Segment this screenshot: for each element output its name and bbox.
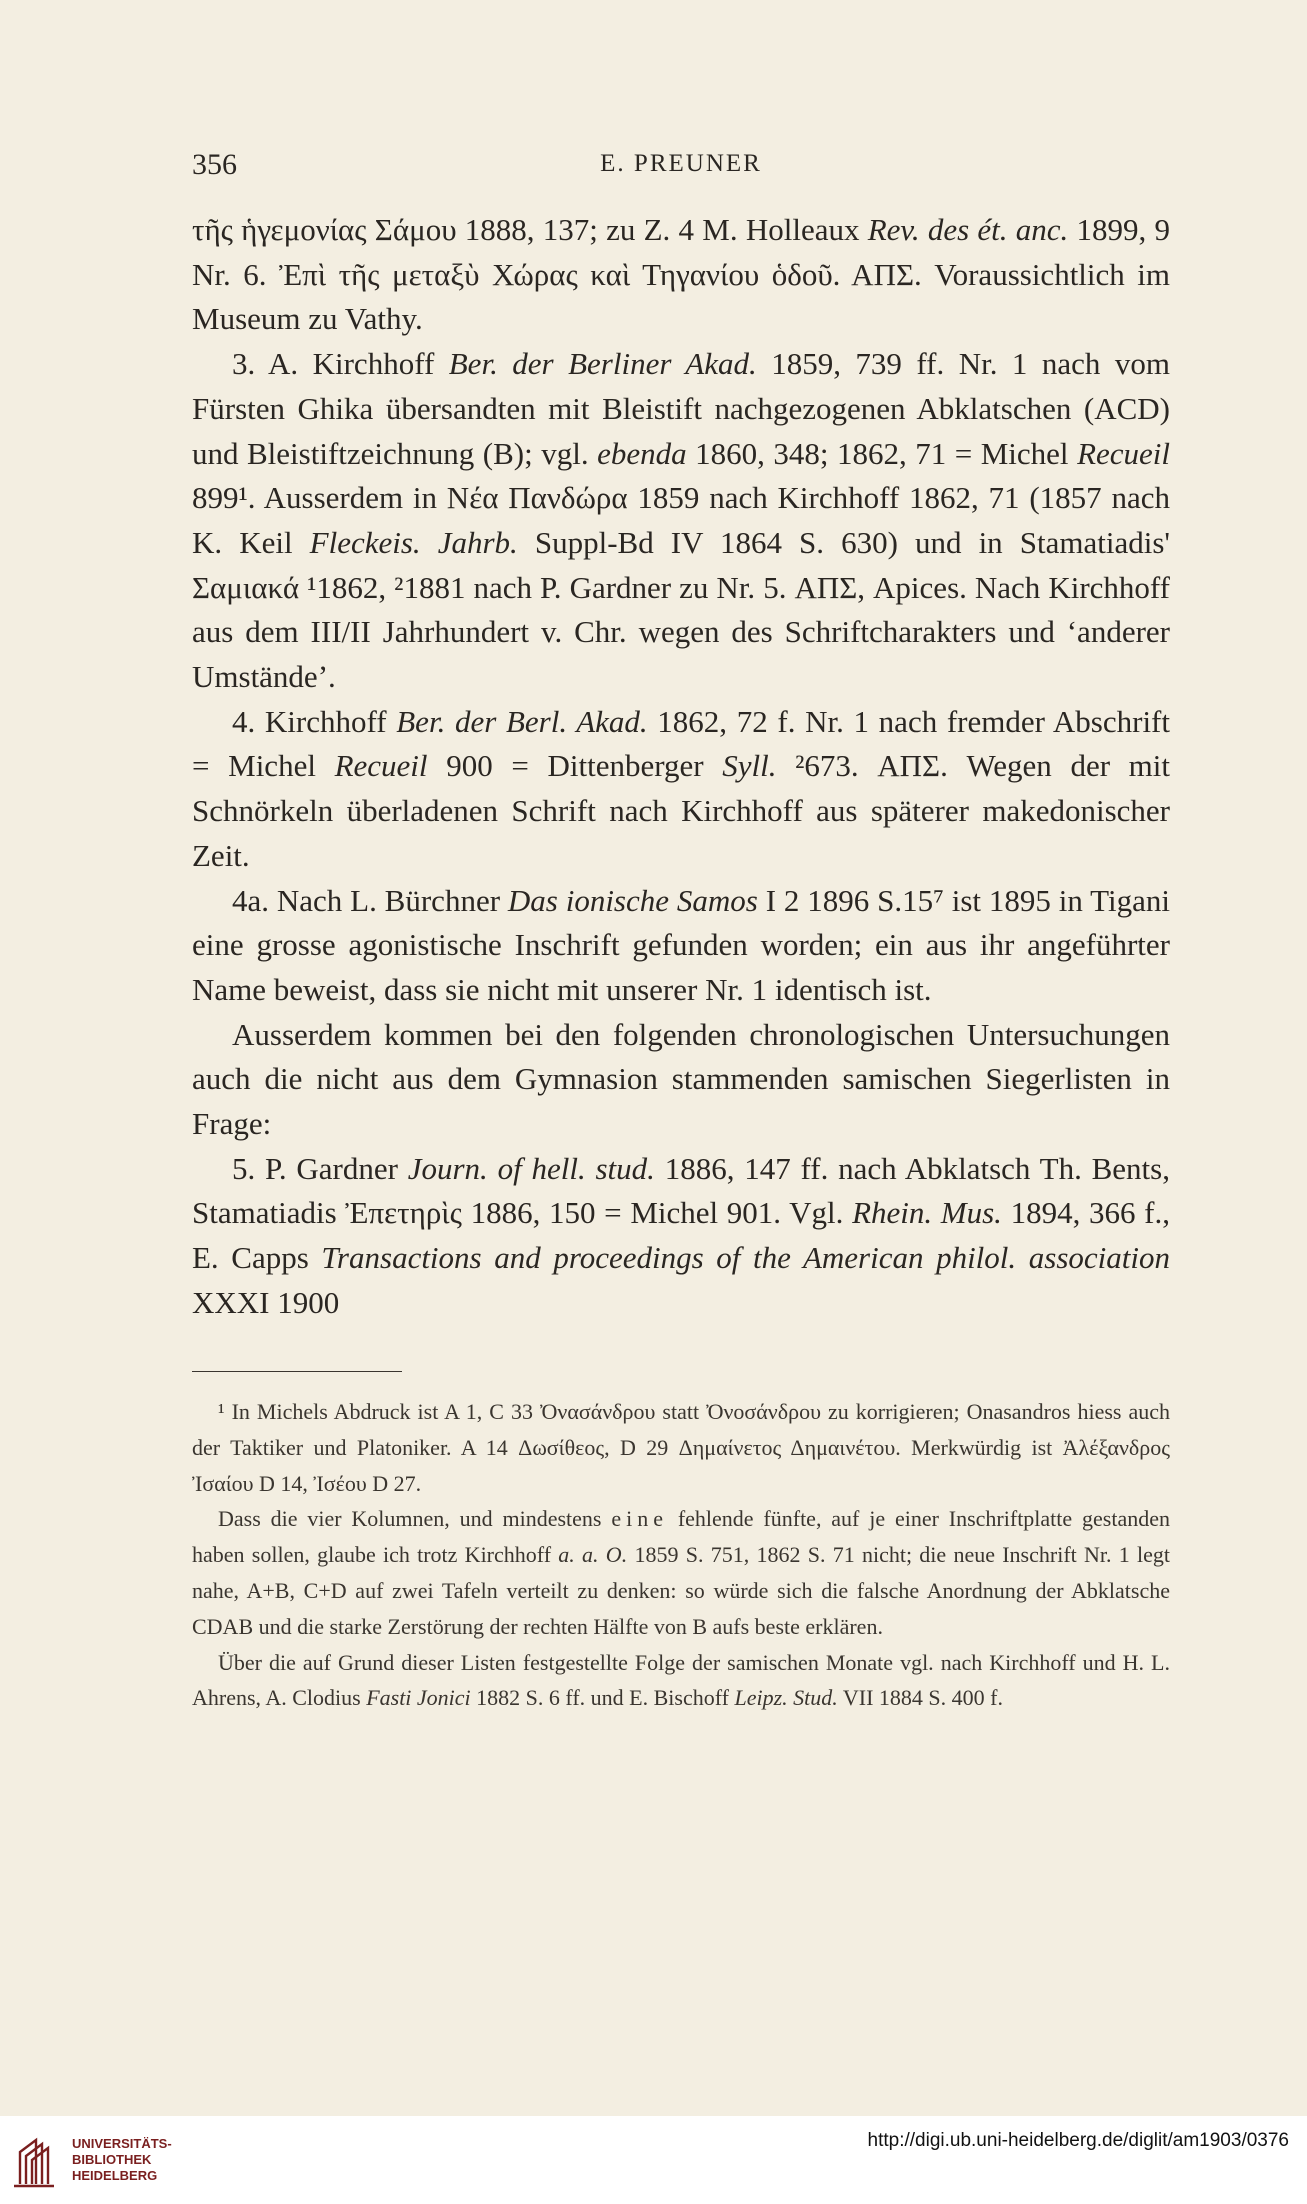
text-span: 1899, 9 Nr. 6. Ἐπὶ τῆς μεταξὺ Χώρας καὶ Τηγανίου ὁδοῦ. ΑΠΣ. Voraussichtlich im Museum zu Vathy. xyxy=(192,212,1171,337)
citation-title: Rhein. Mus. xyxy=(852,1195,1002,1231)
paragraph-5: Ausserdem kommen bei den folgenden chronologischen Untersuchungen auch die nicht aus dem Gymnasion stammenden samischen Siegerlisten in Frage: xyxy=(192,1016,1170,1142)
text-span: τῆς ἡγεμονίας Σάμου 1888, 137; zu Z. 4 M. Holleaux xyxy=(192,212,868,247)
footnote-2 xyxy=(192,1501,1170,1644)
citation-title: ebenda xyxy=(597,435,687,471)
citation-title: Recueil xyxy=(1077,435,1171,471)
page-number: 356 xyxy=(192,148,237,181)
text-span: 1862, 72 f. Nr. 1 nach fremder Abschrift = Michel xyxy=(192,703,1170,784)
running-head: E. PREUNER xyxy=(600,150,762,177)
paragraph-3 xyxy=(192,700,1170,879)
text-span: 1859 S. 751, 1862 S. 71 nicht; die neue Inschrift Nr. 1 legt nahe, A+B, C+D auf zwei Tafeln verteilt zu denken: so würde sich die falsche Anordnung der Abklatsche CDAB und die starke Zerstörung der rechten Hälfte von B aufs beste erklären. xyxy=(192,1542,1171,1639)
citation-title: Transactions and proceedings of the American philol. association xyxy=(321,1240,1170,1276)
footnote-3 xyxy=(192,1645,1170,1717)
citation-title: Leipz. Stud. xyxy=(734,1685,838,1711)
citation-title: Ber. der Berl. Akad. xyxy=(396,703,648,739)
page-header xyxy=(192,148,1170,188)
citation-title: a. a. O. xyxy=(558,1542,628,1568)
citation-title: Fleckeis. Jahrb. xyxy=(309,524,518,560)
text-span: 900 = Dittenberger xyxy=(427,748,723,784)
library-logo-text xyxy=(72,2136,172,2184)
text-span: 3. A. Kirchhoff xyxy=(232,346,449,382)
footnote-1: ¹ In Michels Abdruck ist A 1, C 33 Ὀνασάνδρου statt Ὀνοσάνδρου zu korrigieren; Onasandros hiess auch der Taktiker und Platoniker. A 14 Δωσίθεος, D 29 Δημαίνετος Δημαινέτου. Merkwürdig ist Ἀλέξανδρος Ἰσαίου D 14, Ἰσέου D 27. xyxy=(192,1399,1170,1496)
logo-line: BIBLIOTHEK xyxy=(72,2152,152,2167)
citation-title: Fasti Jonici xyxy=(366,1685,471,1711)
text-span: VII 1884 S. 400 f. xyxy=(837,1685,1003,1711)
citation-title: Syll. xyxy=(722,748,777,784)
text-span: I 2 1896 S.15⁷ ist 1895 in Tigani eine grosse agonistische Inschrift gefunden worden; ein aus ihr angeführter Name beweist, dass sie nicht mit unserer Nr. 1 identisch ist. xyxy=(192,882,1170,1007)
text-span: 1894, 366 f., E. Capps xyxy=(192,1195,1170,1276)
text-span: ²673. ΑΠΣ. Wegen der mit Schnörkeln überladenen Schrift nach Kirchhoff aus späterer makedonischer Zeit. xyxy=(192,748,1171,873)
citation-title: Rev. des ét. anc. xyxy=(867,212,1069,247)
text-span: 1886, 147 ff. nach Abklatsch Th. Bents, Stamatiadis Ἐπετηρὶς 1886, 150 = Michel 901. Vgl. xyxy=(192,1150,1170,1231)
text-span: XXXI 1900 xyxy=(192,1284,340,1320)
footnotes xyxy=(192,1394,1170,1716)
library-logo[interactable] xyxy=(12,2124,192,2196)
text-span: 5. P. Gardner xyxy=(232,1150,408,1186)
permalink-url[interactable]: http://digi.ub.uni-heidelberg.de/diglit/am1903/0376 xyxy=(867,2130,1289,2151)
text-span: 1860, 348; 1862, 71 = Michel xyxy=(686,435,1078,471)
library-logo-icon xyxy=(12,2130,66,2190)
text-span: 4. Kirchhoff xyxy=(232,703,397,739)
paragraph-1 xyxy=(192,208,1170,342)
text-span: 1882 S. 6 ff. und E. Bischoff xyxy=(470,1685,735,1711)
footer-bar xyxy=(0,2116,1307,2204)
text-span: 1859, 739 ff. Nr. 1 nach vom Fürsten Ghika übersandten mit Bleistift nachgezogenen Abklatschen (ACD) und Bleistiftzeichnung (B); vgl. xyxy=(192,346,1170,471)
citation-title: Recueil xyxy=(334,748,428,784)
emphasis-text: eine xyxy=(611,1506,668,1532)
text-span: fehlende fünfte, auf je einer Inschriftplatte gestanden haben sollen, glaube ich trotz Kirchhoff xyxy=(192,1506,1170,1568)
logo-line: HEIDELBERG xyxy=(72,2168,158,2183)
main-text xyxy=(192,208,1170,1326)
text-span: 4a. Nach L. Bürchner xyxy=(232,882,508,918)
text-span: Suppl-Bd IV 1864 S. 630) und in Stamatiadis' Σαμιακά ¹1862, ²1881 nach P. Gardner zu Nr. 5. ΑΠΣ, Apices. Nach Kirchhoff aus dem III/II Jahrhundert v. Chr. wegen des Schriftcharakters und ʻanderer Umständeʼ. xyxy=(192,524,1170,695)
paragraph-4 xyxy=(192,879,1170,1013)
citation-title: Das ionische Samos xyxy=(507,882,758,918)
paragraph-6 xyxy=(192,1147,1170,1326)
citation-title: Ber. der Berliner Akad. xyxy=(448,346,757,382)
text-span: Dass die vier Kolumnen, und mindestens xyxy=(218,1506,612,1532)
footnote-divider xyxy=(192,1371,402,1372)
logo-line: UNIVERSITÄTS- xyxy=(72,2136,172,2151)
text-span: Über die auf Grund dieser Listen festgestellte Folge der samischen Monate vgl. nach Kirchhoff und H. L. Ahrens, A. Clodius xyxy=(192,1649,1170,1711)
citation-title: Journ. of hell. stud. xyxy=(407,1150,655,1186)
paragraph-2 xyxy=(192,342,1170,700)
text-span: 899¹. Ausserdem in Νέα Πανδώρα 1859 nach Kirchhoff 1862, 71 (1857 nach K. Keil xyxy=(192,480,1170,560)
